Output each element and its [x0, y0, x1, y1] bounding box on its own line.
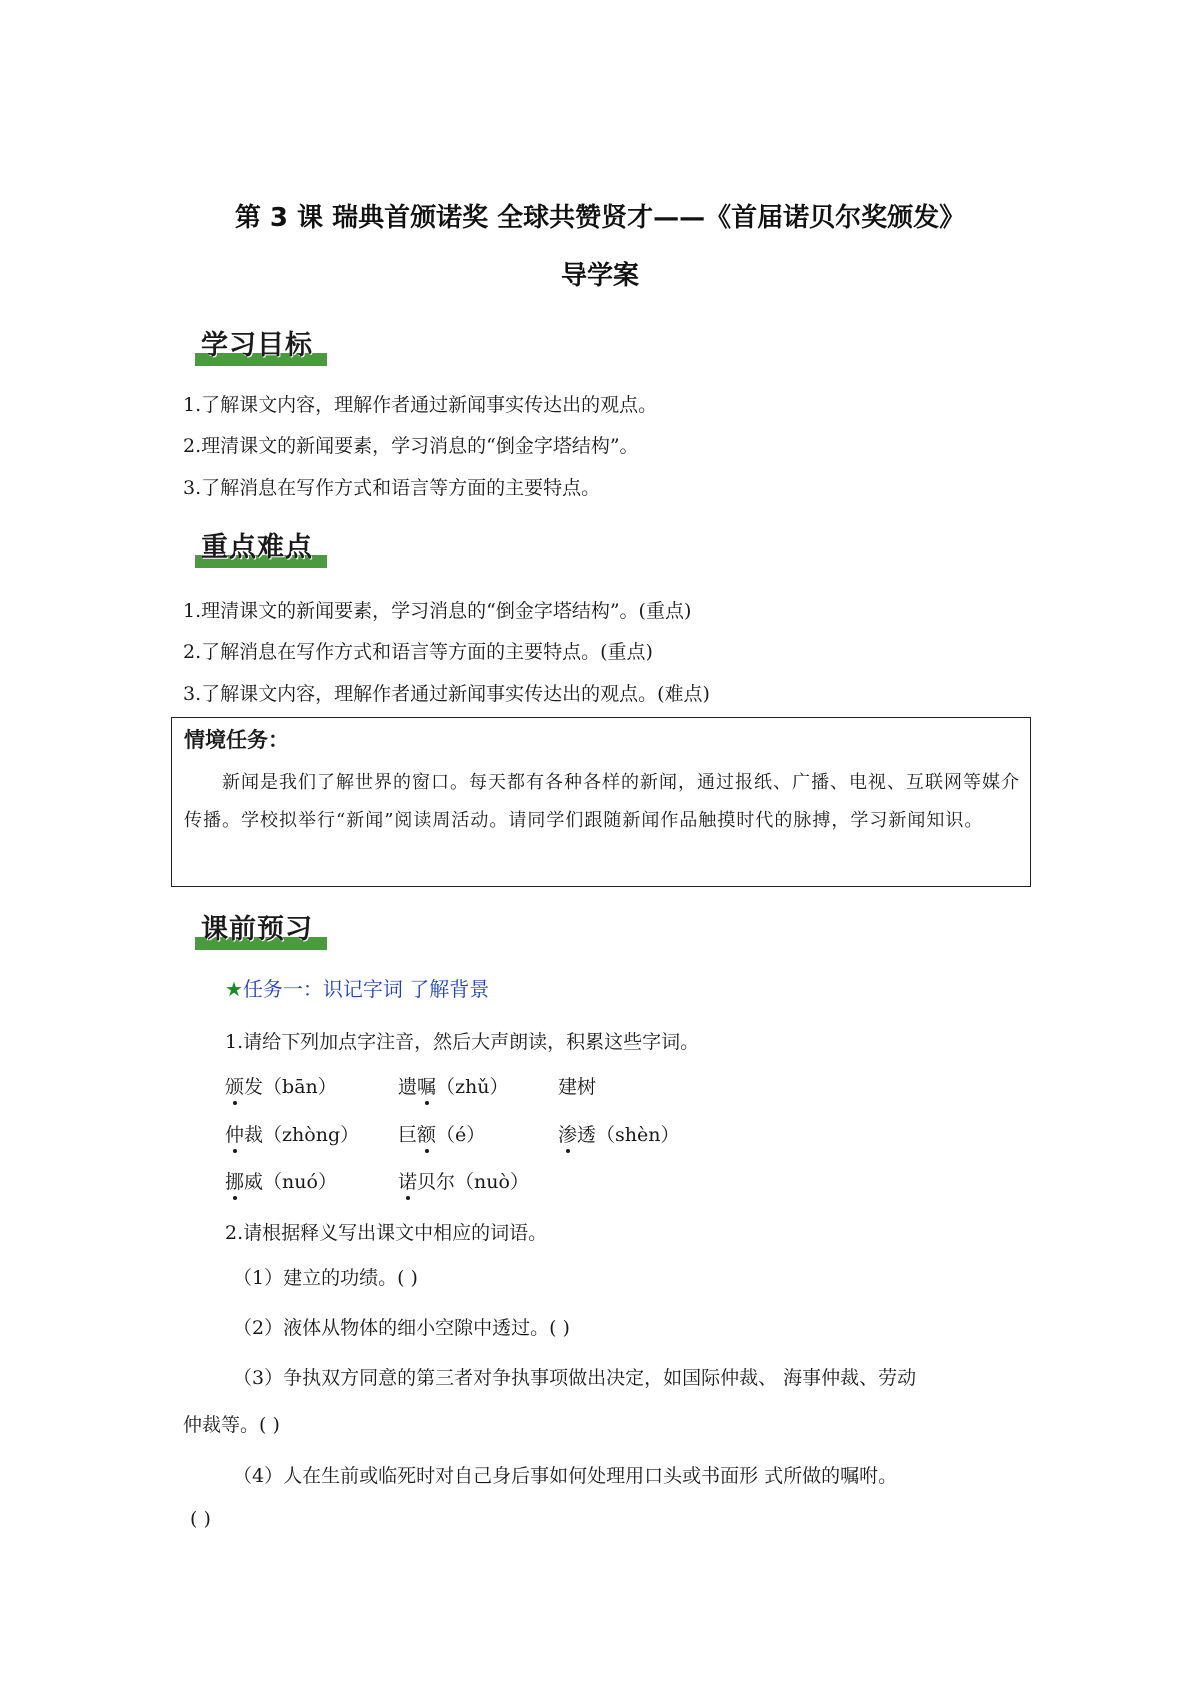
vocab-item: 诺贝尔（nuò） — [398, 1171, 529, 1193]
pinyin: （nuò） — [455, 1171, 529, 1193]
goal-item-3: 3.了解消息在写作方式和语言等方面的主要特点。 — [183, 477, 601, 499]
key-point-item-3: 3.了解课文内容，理解作者通过新闻事实传达出的观点。(难点) — [183, 683, 710, 705]
vocab-item: 遗嘱（zhǔ） — [398, 1076, 509, 1098]
task-one-label: 任务一：识记字词 了解背景 — [242, 977, 490, 1001]
sub-question-3-cont: 仲裁等。( ) — [183, 1414, 280, 1436]
situation-task-text: 新闻是我们了解世界的窗口。每天都有各种各样的新闻，通过报纸、广播、电视、互联网等媒介传播。学校拟举行“新闻”阅读周活动。请同学们跟随新闻作品触摸时代的脉搏，学习新闻知识。 — [184, 772, 1020, 831]
dotted-char: 诺 — [398, 1171, 418, 1193]
goal-item-2: 2.理清课文的新闻要素，学习消息的“倒金字塔结构”。 — [183, 435, 639, 457]
vocab-item: 建树 — [558, 1076, 597, 1098]
section-heading-key-points — [195, 530, 327, 570]
dotted-char: 仲 — [225, 1124, 245, 1146]
key-point-item-2: 2.了解消息在写作方式和语言等方面的主要特点。(重点) — [183, 641, 653, 663]
section-heading-label: 学习目标 — [201, 330, 313, 361]
vocab-item: 颁发（bān） — [225, 1076, 337, 1098]
situation-task-box — [171, 717, 1031, 887]
section-heading-goals — [195, 328, 327, 368]
pinyin: （zhòng） — [263, 1124, 360, 1146]
vocab-item: 渗透（shèn） — [558, 1124, 680, 1146]
sub-question-2: （2）液体从物体的细小空隙中透过。( ) — [233, 1317, 570, 1339]
dotted-char: 颁 — [225, 1076, 245, 1098]
pinyin: （zhǔ） — [436, 1076, 509, 1098]
pinyin: （é） — [436, 1124, 486, 1146]
dotted-char: 渗 — [558, 1124, 578, 1146]
pinyin: （nuó） — [263, 1171, 337, 1193]
sub-question-1: （1）建立的功绩。( ) — [233, 1267, 418, 1289]
document-subtitle: 导学案 — [560, 261, 639, 291]
section-heading-label: 课前预习 — [201, 914, 313, 945]
dotted-char: 嘱 — [417, 1076, 437, 1098]
sub-question-4: （4）人在生前或临死时对自己身后事如何处理用口头或书面形 式所做的嘱咐。 — [233, 1465, 898, 1487]
pinyin: （bān） — [263, 1076, 337, 1098]
star-icon: ★ — [225, 977, 243, 1001]
section-heading-preview — [195, 912, 327, 952]
key-point-item-1: 1.理清课文的新闻要素，学习消息的“倒金字塔结构”。(重点) — [183, 600, 692, 622]
pinyin: （shèn） — [596, 1124, 680, 1146]
goal-item-1: 1.了解课文内容，理解作者通过新闻事实传达出的观点。 — [183, 394, 658, 416]
question-1: 1.请给下列加点字注音，然后大声朗读，积累这些字词。 — [225, 1031, 700, 1053]
sub-question-4-cont: ( ) — [190, 1508, 211, 1530]
dotted-char: 挪 — [225, 1171, 245, 1193]
dotted-char: 额 — [417, 1124, 437, 1146]
question-2: 2.请根据释义写出课文中相应的词语。 — [225, 1222, 548, 1244]
vocab-item: 仲裁（zhòng） — [225, 1124, 360, 1146]
sub-question-3: （3）争执双方同意的第三者对争执事项做出决定，如国际仲裁、 海事仲裁、劳动 — [233, 1367, 917, 1389]
document-title: 第 3 课 瑞典首颁诺奖 全球共赞贤才——《首届诺贝尔奖颁发》 — [234, 203, 966, 233]
situation-task-heading: 情境任务： — [184, 728, 289, 752]
section-heading-label: 重点难点 — [201, 532, 313, 563]
task-one-heading — [225, 973, 489, 1002]
vocab-item: 巨额（é） — [398, 1124, 486, 1146]
vocab-item: 挪威（nuó） — [225, 1171, 337, 1193]
